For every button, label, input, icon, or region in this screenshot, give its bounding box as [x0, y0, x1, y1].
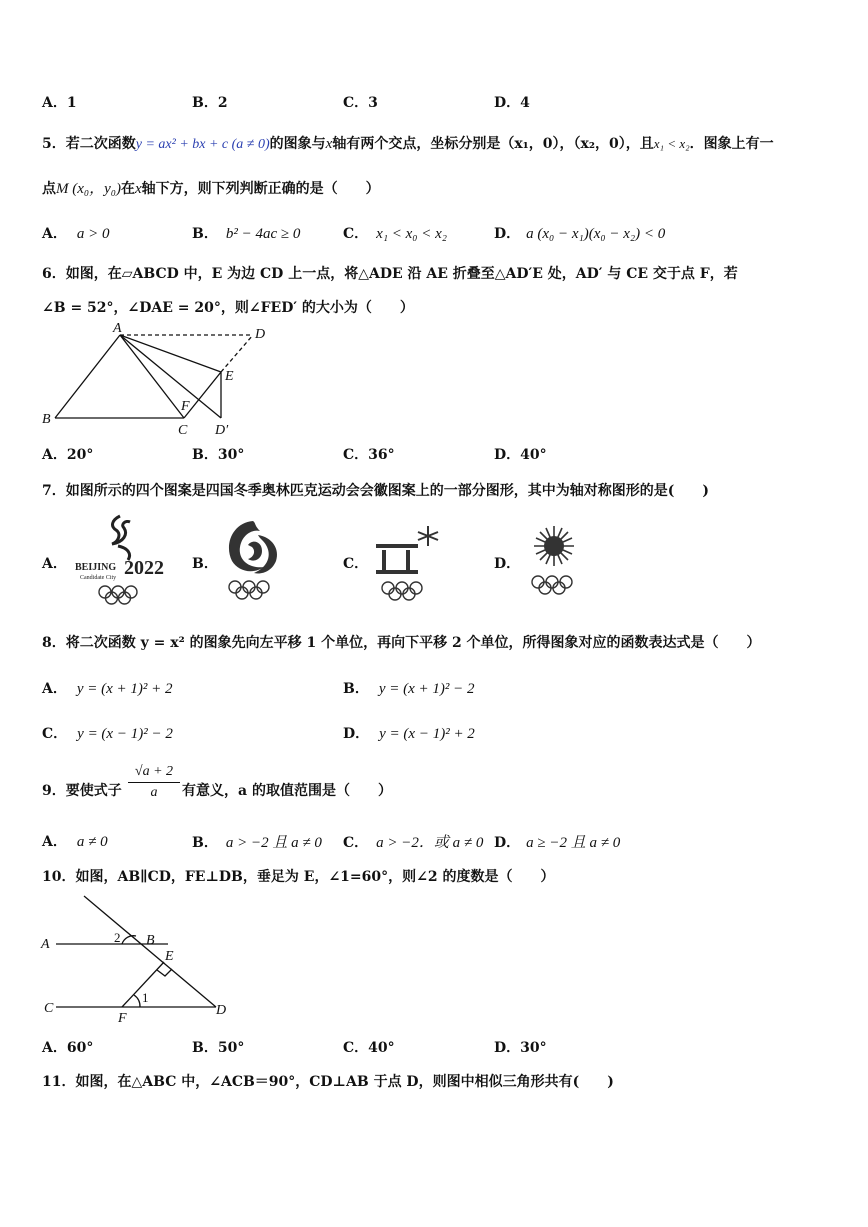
q9-fraction-numerator: √a + 2	[134, 764, 174, 779]
q9-fraction-bar	[128, 782, 180, 783]
q10-label-angle-2: 2	[114, 930, 121, 945]
q6-line-ae	[120, 335, 221, 372]
q6-option-b: B．30°	[192, 447, 245, 463]
q5-line2: 点M (x₀，y₀)在x轴下方，则下列判断正确的是（ ）	[42, 181, 380, 197]
q9-option-c: C． a > −2．或 a ≠ 0	[343, 835, 484, 851]
q5-option-d: D． a (x₀ − x₁)(x₀ − x₂) < 0	[494, 226, 666, 242]
olympic-rings-icon	[99, 586, 137, 604]
q4-option-c: C．3	[343, 95, 378, 111]
q8-option-c: C． y = (x − 1)² − 2	[42, 726, 173, 742]
q6-line2: ∠B = 52°，∠DAE = 20°，则∠FED′ 的大小为（ ）	[42, 300, 414, 316]
q9-suffix: 有意义，a 的取值范围是（ ）	[182, 783, 392, 799]
q7-logo-a-figure-icon	[112, 516, 130, 544]
q4-option-b: B．2	[192, 95, 228, 111]
q7-logo-c	[370, 522, 450, 608]
q6-line-adp	[120, 335, 221, 418]
q10-option-c: C．40°	[343, 1040, 395, 1056]
q8-text: 8．将二次函数 y = x² 的图象先向左平移 1 个单位，再向下平移 2 个单位，所得图象对应的函数表达式是（ ）	[42, 635, 761, 651]
q10-line-bd	[84, 896, 216, 1007]
q6-label-a: A	[113, 321, 122, 336]
q5-line1: 5．若二次函数y = ax² + bx + c (a ≠ 0)的图象与x轴有两个交点，坐标分别是（x₁，0），（x₂，0），且x₁ < x₂．图象上有一	[42, 136, 774, 152]
q6-figure	[38, 320, 278, 440]
q8-option-a: A． y = (x + 1)² + 2	[42, 681, 173, 697]
q6-line-ab	[55, 335, 120, 418]
q6-label-f: F	[181, 399, 190, 414]
gate-emblem-icon	[376, 544, 418, 574]
q10-angle-1-arc	[134, 995, 140, 1007]
q9-option-b: B． a > −2 且 a ≠ 0	[192, 835, 322, 851]
q9-fraction	[128, 764, 180, 801]
q6-label-d: D	[255, 327, 266, 342]
q5-option-a: A． a > 0	[42, 226, 110, 242]
q10-label-c: C	[44, 1001, 54, 1016]
q9-option-a: A． a ≠ 0	[42, 834, 108, 850]
q7-logo-d	[522, 518, 586, 608]
q5-option-b: B． b² − 4ac ≥ 0	[192, 226, 301, 242]
q10-label-f: F	[118, 1011, 127, 1026]
q10-label-angle-1: 1	[142, 990, 149, 1005]
q6-line-de-dashed	[221, 335, 253, 372]
olympic-rings-icon	[382, 582, 422, 600]
q6-label-dprime: D′	[215, 423, 229, 438]
q7-logo-a-year: 2022	[124, 557, 164, 579]
q6-option-d: D．40°	[494, 447, 547, 463]
q10-label-b: B	[146, 933, 155, 948]
q8-option-d: D． y = (x − 1)² + 2	[343, 726, 475, 742]
olympic-rings-icon	[229, 581, 269, 599]
q10-label-a: A	[41, 937, 50, 952]
q9-option-d: D． a ≥ −2 且 a ≠ 0	[494, 835, 621, 851]
q4-option-d: D．4	[494, 95, 530, 111]
q8-option-b: B． y = (x + 1)² − 2	[343, 681, 475, 697]
q6-label-c: C	[178, 423, 188, 438]
q11-text: 11．如图，在△ABC 中，∠ACB＝90°，CD⊥AB 于点 D，则图中相似三角形共有( )	[42, 1074, 614, 1090]
q10-text: 10．如图，AB∥CD，FE⊥DB，垂足为 E，∠1=60°，则∠2 的度数是（ ）	[42, 869, 555, 885]
q6-label-e: E	[225, 369, 234, 384]
q5-option-c: C． x₁ < x₀ < x₂	[343, 226, 448, 242]
olympic-rings-icon	[532, 576, 572, 594]
q7-option-a-label: A．	[42, 556, 67, 572]
q9-fraction-denominator: a	[150, 785, 158, 800]
q7-logo-a-text: BEIJING	[75, 562, 117, 573]
q10-option-d: D．30°	[494, 1040, 547, 1056]
q10-option-a: A．60°	[42, 1040, 94, 1056]
q10-angle-2-arc	[122, 936, 136, 944]
q7-option-c-label: C．	[343, 556, 369, 572]
q7-text: 7．如图所示的四个图案是四国冬季奥林匹克运动会会徽图案上的一部分图形，其中为轴对称图形的是( )	[42, 483, 709, 499]
q10-figure	[38, 892, 238, 1026]
q7-option-b-label: B．	[192, 556, 218, 572]
q10-option-b: B．50°	[192, 1040, 245, 1056]
q6-line1: 6．如图，在▱ABCD 中，E 为边 CD 上一点，将△ADE 沿 AE 折叠至△AD′E 处，AD′ 与 CE 交于点 F，若	[42, 266, 738, 282]
q10-label-d: D	[216, 1003, 227, 1018]
q6-option-c: C．36°	[343, 447, 395, 463]
q6-option-a: A．20°	[42, 447, 94, 463]
star-icon	[418, 526, 438, 546]
q6-line-ac-f	[120, 335, 184, 418]
q7-option-d-label: D．	[494, 556, 521, 572]
q4-option-a: A．1	[42, 95, 77, 111]
flame-emblem-icon	[229, 521, 277, 574]
q7-logo-a	[72, 512, 172, 608]
q9-prefix: 9．要使式子	[42, 783, 122, 799]
q10-right-angle-mark	[157, 969, 172, 976]
q10-label-e: E	[165, 949, 174, 964]
q7-logo-a-subtext: Candidate City	[80, 575, 117, 581]
q7-logo-b	[218, 515, 288, 607]
q6-label-b: B	[42, 412, 51, 427]
